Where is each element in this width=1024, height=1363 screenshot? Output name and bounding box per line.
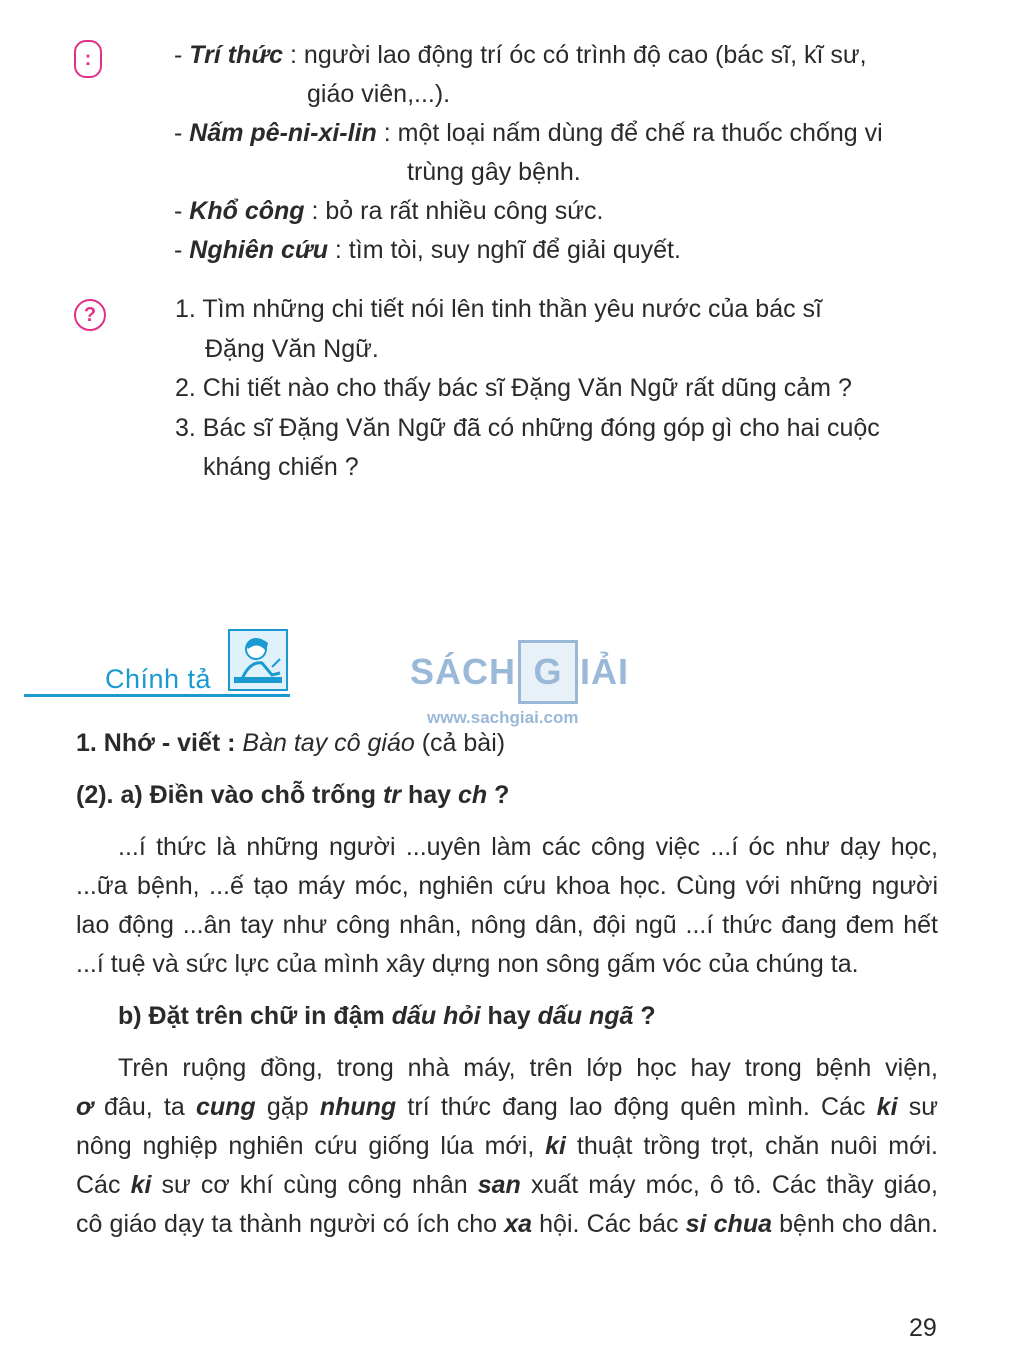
exercise-2b-line: Trên ruộng đồng, trong nhà máy, trên lớp học hay trong bệnh viện, bbox=[118, 1054, 938, 1082]
question-1-cont: Đặng Văn Ngữ. bbox=[205, 335, 379, 363]
plain-text: gặp bbox=[255, 1093, 320, 1121]
exercise-2a-q: ? bbox=[487, 781, 510, 809]
plain-text: bệnh cho dân. bbox=[772, 1210, 939, 1238]
vocab-term: Nghiên cứu bbox=[189, 236, 328, 264]
question-mark-icon: ? bbox=[74, 299, 106, 331]
vocab-item: - Khổ công : bỏ ra rất nhiều công sức. bbox=[174, 197, 604, 225]
bold-word: nhung bbox=[319, 1093, 397, 1121]
exercise-1-label: 1. Nhớ - viết : bbox=[76, 729, 236, 757]
plain-text: sư cơ khí cùng công nhân bbox=[151, 1171, 478, 1199]
vocab-item: - Nghiên cứu : tìm tòi, suy nghĩ để giải quyết. bbox=[174, 236, 681, 264]
exercise-2a-heading bbox=[76, 780, 509, 810]
exercise-2a-tr: tr bbox=[382, 781, 402, 809]
exercise-2b-nga: dấu ngã bbox=[537, 1002, 634, 1030]
vocab-definition: : người lao động trí óc có trình độ cao (bác sĩ, kĩ sư, bbox=[283, 41, 867, 69]
plain-text: cô giáo dạy ta thành người có ích cho bbox=[76, 1210, 505, 1238]
exercise-2b-q: ? bbox=[633, 1002, 656, 1030]
exercise-2a-line: ...í thức là những người ...uyên làm các công việc ...í óc như dạy học, bbox=[118, 833, 938, 861]
exercise-2a-label: (2). a) Điền vào chỗ trống bbox=[76, 781, 383, 809]
exercise-2a-line: ...í tuệ và sức lực của mình xây dựng non sông gấm vóc của chúng ta. bbox=[76, 950, 859, 978]
exercise-2b-heading bbox=[118, 1001, 656, 1031]
colon-icon: : bbox=[74, 40, 102, 78]
vocab-item: - Nấm pê-ni-xi-lin : một loại nấm dùng để chế ra thuốc chống vi bbox=[174, 119, 883, 147]
exercise-2a-ch: ch bbox=[458, 781, 488, 809]
plain-text: Các bbox=[76, 1171, 131, 1199]
exercise-2b-hoi: dấu hỏi bbox=[391, 1002, 481, 1030]
exercise-2b-label: b) Đặt trên chữ in đậm bbox=[118, 1002, 392, 1030]
writing-child-illustration bbox=[228, 629, 288, 691]
question-2: 2. Chi tiết nào cho thấy bác sĩ Đặng Văn Ngữ rất dũng cảm ? bbox=[175, 374, 852, 402]
vocab-definition-cont: giáo viên,...). bbox=[307, 80, 451, 108]
question-3: 3. Bác sĩ Đặng Văn Ngữ đã có những đóng góp gì cho hai cuộc bbox=[175, 414, 880, 442]
watermark-logo bbox=[410, 640, 629, 704]
question-3-cont: kháng chiến ? bbox=[203, 453, 359, 481]
watermark-text-left: SÁCH bbox=[410, 651, 517, 692]
plain-text: xuất máy móc, ô tô. Các thầy giáo, bbox=[520, 1171, 938, 1199]
plain-text: đâu, ta bbox=[92, 1093, 196, 1121]
exercise-2b-line bbox=[76, 1131, 938, 1161]
exercise-1 bbox=[76, 728, 505, 758]
vocab-item: - Trí thức : người lao động trí óc có trình độ cao (bác sĩ, kĩ sư, bbox=[174, 41, 867, 69]
exercise-2b-line bbox=[76, 1092, 938, 1122]
exercise-2a-line: ...ữa bệnh, ...ế tạo máy móc, nghiên cứu khoa học. Cùng với những người bbox=[76, 872, 938, 900]
exercise-2b-line bbox=[76, 1209, 938, 1239]
exercise-2b-hay: hay bbox=[480, 1002, 538, 1030]
bold-word: xa bbox=[504, 1210, 533, 1238]
bold-word: ki bbox=[876, 1093, 898, 1121]
bold-word: ki bbox=[130, 1171, 152, 1199]
section-title: Chính tả bbox=[105, 664, 212, 694]
vocab-term: Khổ công bbox=[189, 197, 305, 225]
vocab-definition: : tìm tòi, suy nghĩ để giải quyết. bbox=[327, 236, 681, 264]
plain-text: nông nghiệp nghiên cứu giống lúa mới, bbox=[76, 1132, 546, 1160]
bold-word: ơ bbox=[76, 1093, 93, 1121]
bold-word: ki bbox=[545, 1132, 567, 1160]
bold-word: san bbox=[477, 1171, 521, 1199]
watermark-text-right: IẢI bbox=[580, 651, 630, 692]
watermark-g-box: G bbox=[518, 640, 578, 704]
vocab-term: Nấm pê-ni-xi-lin bbox=[189, 119, 377, 147]
exercise-2a-hay: hay bbox=[401, 781, 459, 809]
question-1: 1. Tìm những chi tiết nói lên tinh thần yêu nước của bác sĩ bbox=[175, 295, 822, 323]
vocab-definition: : bỏ ra rất nhiều công sức. bbox=[304, 197, 604, 225]
vocab-term: Trí thức bbox=[189, 41, 284, 69]
plain-text: thuật trồng trọt, chăn nuôi mới. bbox=[566, 1132, 938, 1160]
watermark-url: www.sachgiai.com bbox=[427, 708, 579, 727]
plain-text bbox=[707, 1210, 714, 1238]
bold-word: si bbox=[685, 1210, 707, 1238]
vocab-definition-cont: trùng gây bệnh. bbox=[407, 158, 581, 186]
plain-text: trí thức đang lao động quên mình. Các bbox=[396, 1093, 877, 1121]
vocab-definition: : một loại nấm dùng để chế ra thuốc chống vi bbox=[376, 119, 883, 147]
page-number: 29 bbox=[909, 1314, 937, 1342]
exercise-1-title: Bàn tay cô giáo bbox=[242, 729, 415, 757]
plain-text: hội. Các bác bbox=[532, 1210, 686, 1238]
section-underline bbox=[24, 694, 290, 697]
bold-word: cung bbox=[195, 1093, 256, 1121]
bold-word: chua bbox=[713, 1210, 773, 1238]
plain-text: sư bbox=[897, 1093, 938, 1121]
exercise-2a-line: lao động ...ân tay như công nhân, nông dân, đội ngũ ...í thức đang đem hết bbox=[76, 911, 938, 939]
exercise-1-tail: (cả bài) bbox=[421, 729, 506, 757]
exercise-2b-line bbox=[76, 1170, 938, 1200]
